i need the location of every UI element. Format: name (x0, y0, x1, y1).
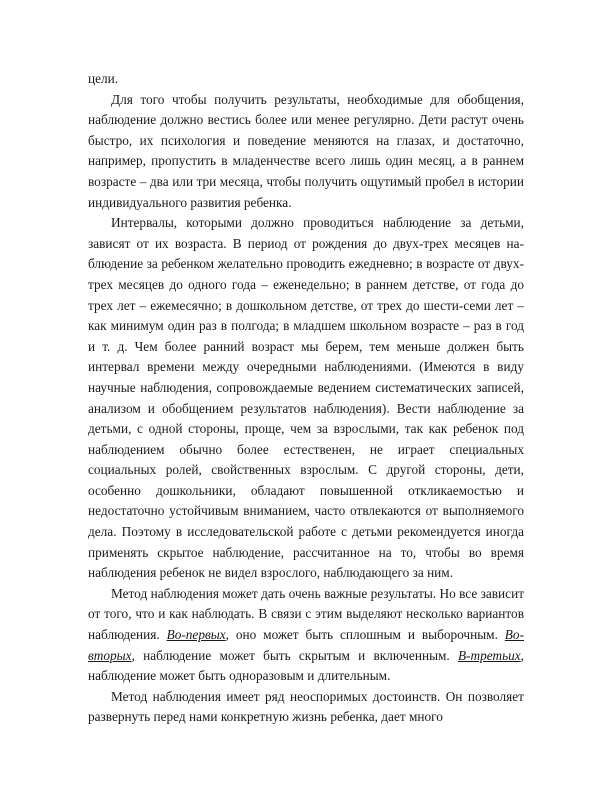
text-run: , наблюдение может быть одноразовым и длительным. (88, 647, 524, 684)
text-run: Для того чтобы получить результаты, необходимые для обобщения, наблюдение должно вестись более или менее регулярно. Дети растут очень быстро, их психология и поведение меняются на глазах, и достаточно, например, пропустить в младенчестве всего лишь один месяц, а в раннем возрасте – два или три месяца, чтобы получить ощутимый пробел в истории индивидуального развития ребенка. (88, 91, 524, 210)
text-run: цели. (88, 71, 119, 86)
paragraph-continuation (88, 69, 524, 90)
paragraph-variants (88, 584, 524, 687)
text-run: , наблюдение может быть скрытым и включенным. (131, 647, 458, 663)
text-run: , оно может быть сплошным и выборочным. (225, 627, 505, 643)
body-text (88, 69, 524, 728)
text-run: Интервалы, которыми должно проводиться наблюдение за детьми, зависят от их возраста. В период от рождения до двух-трех месяцев на-блюдение за ребенком желательно проводить ежедневно; в возрасте от двух-трех месяцев до одного года – еженедельно; в раннем детстве, от года до трех лет – ежемесячно; в дошкольном детстве, от трех до шести-семи лет – как минимум один раз в полгода; в младшем школьном возрасте – раз в год и т. д. Чем более ранний возраст мы берем, тем меньше должен быть интервал времени между очередными наблюдениями. (Имеются в виду научные наблюдения, сопровождаемые ведением систематических записей, анализом и обобщением результатов наблюдения). Вести наблюдение за детьми, с одной стороны, проще, чем за взрослыми, так как ребенок под наблюдением обычно более естественен, не играет специальных социальных ролей, свойственных взрослым. С другой стороны, дети, особенно дошкольники, обладают повышенной откликаемостью и недостаточно устойчивым вниманием, часто отвлекаются от выполняемого дела. Поэтому в исследовательской работе с детьми рекомендуется иногда применять скрытое наблюдение, рассчитанное на то, чтобы во время наблюдения ребенок не видел взрослого, наблюдающего за ним. (88, 215, 524, 581)
paragraph-advantages (88, 687, 524, 728)
text-run: Метод наблюдения может дать очень важные результаты. Но все зависит от того, что и как наблюдать. В связи с этим выделяют несколько вариантов наблюдения. (88, 585, 524, 643)
text-run: Метод наблюдения имеет ряд неоспоримых достоинств. Он позволяет развернуть перед нами конкретную жизнь ребенка, дает много (88, 688, 524, 725)
emphasis-first: Во-первых (166, 627, 226, 643)
paragraph-regularity (88, 90, 524, 214)
emphasis-third: В-третьих (457, 647, 521, 663)
emphasis-second: Во-вторых (88, 627, 524, 663)
paragraph-intervals (88, 213, 524, 584)
